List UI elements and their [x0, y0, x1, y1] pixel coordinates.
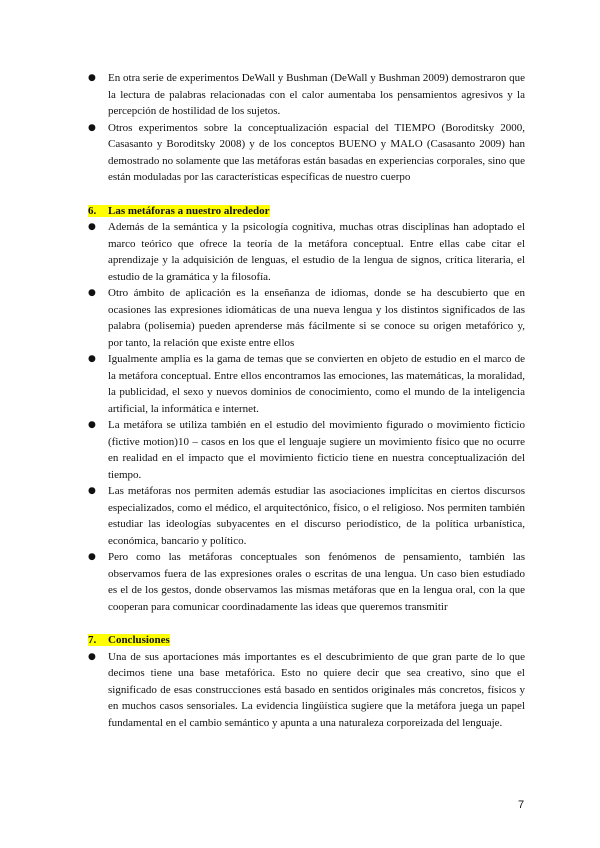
- section-title: Las metáforas a nuestro alrededor: [108, 204, 270, 217]
- bullet-icon: ●: [88, 222, 96, 232]
- bullet-text: En otra serie de experimentos DeWall y Bushman (DeWall y Bushman 2009) demostraron que la lectura de palabras relacionadas con el calor aumentaba los pensamientos agresivos y la percepción de hostilidad de los sujetos.: [108, 72, 525, 117]
- list-item: [88, 351, 525, 417]
- bullet-text: Además de la semántica y la psicología cognitiva, muchas otras disciplinas han adoptado el marco teórico que ofrece la teoría de la metáfora conceptual. Entre ellas cabe citar el aprendizaje y la adquisición de lenguas, el estudio de la lengua de signos, crítica literaria, el estudio de la gramática y la filosofía.: [108, 221, 525, 283]
- bullet-icon: ●: [88, 651, 96, 662]
- bullet-icon: ●: [88, 354, 96, 364]
- section-heading-7: [88, 632, 525, 649]
- list-item: [88, 483, 525, 549]
- bullet-text: Una de sus aportaciones más importantes es el descubrimiento de que gran parte de lo que decimos tiene una base metafórica. Esto no quiere decir que sea creativo, sino que el significado de esas construcciones está basado en sentidos originales más concretos, físicos y en muchos casos sensoriales. La evidencia lingüística sugiere que la metáfora juega un papel fundamental en el cambio semántico y apunta a una naturaleza corporeizada del lenguaje.: [108, 650, 525, 729]
- bullet-text: Las metáforas nos permiten además estudiar las asociaciones implícitas en ciertos discursos especializados, como el médico, el arquitectónico, físico, o el religioso. Nos permiten también estudiar las ideologías subyacentes en el discurso periodístico, de la política urbanística, económica, bancario y político.: [108, 485, 525, 547]
- bullet-text: Pero como las metáforas conceptuales son fenómenos de pensamiento, también las observamos fuera de las expresiones orales o escritas de una lengua. Un caso bien estudiado es el de los gestos, donde observamos las mismas metáforas que en la lengua oral, con la que cooperan para comunicar coordinadamente las ideas que queremos transmitir: [108, 551, 525, 613]
- section-number: 7.: [88, 634, 97, 646]
- section5-bullet-list: [88, 70, 525, 186]
- bullet-icon: ●: [88, 486, 96, 496]
- list-item: [88, 285, 525, 351]
- heading-highlight: [88, 634, 170, 646]
- document-page: [88, 70, 525, 731]
- bullet-text: Otro ámbito de aplicación es la enseñanza de idiomas, donde se ha descubierto que en ocasiones las expresiones idiomáticas de una nueva lengua y los distintos significados de las palabra (polisemia) pueden aprenderse más fácilmente si se conoce su origen metafórico y, por tanto, la relación que existe entre ellos: [108, 287, 525, 349]
- bullet-text: Otros experimentos sobre la conceptualización espacial del TIEMPO (Boroditsky 2000, Casasanto y Boroditsky 2008) y de los conceptos BUENO y MALO (Casasanto 2009) han demostrado no solamente que las metáforas están basadas en experiencias corporales, sino que están moduladas por las características específicas de nuestro cuerpo: [108, 121, 525, 183]
- bullet-icon: ●: [88, 552, 96, 562]
- bullet-text: La metáfora se utiliza también en el estudio del movimiento figurado o movimiento ficticio (fictive motion)10 – casos en los que el lenguaje sugiere un movimiento físico que no ocurre en realidad en el impacto que el movimiento ficticio tiene en nuestra conceptualización del tiempo.: [108, 419, 525, 481]
- bullet-icon: ●: [88, 420, 96, 430]
- bullet-text: Igualmente amplia es la gama de temas que se convierten en objeto de estudio en el marco de la metáfora conceptual. Entre ellos encontramos las emociones, las matemáticas, la moralidad, la publicidad, el sexo y nuevos dominios de conocimiento, como el mundo de la inteligencia artificial, la informática e internet.: [108, 353, 525, 415]
- section6-bullet-list: [88, 219, 525, 615]
- bullet-icon: ●: [88, 122, 96, 133]
- page-number: 7: [518, 799, 525, 811]
- list-item: [88, 219, 525, 285]
- section-heading-6: [88, 203, 525, 220]
- list-item: [88, 120, 525, 186]
- section-title: Conclusiones: [108, 634, 170, 646]
- bullet-icon: ●: [88, 288, 96, 298]
- list-item: [88, 417, 525, 483]
- list-item: [88, 649, 525, 732]
- list-item: [88, 70, 525, 120]
- section-number: 6.: [88, 204, 97, 217]
- bullet-icon: ●: [88, 73, 96, 83]
- section7-bullet-list: [88, 649, 525, 732]
- list-item: [88, 549, 525, 615]
- heading-highlight: [88, 205, 270, 217]
